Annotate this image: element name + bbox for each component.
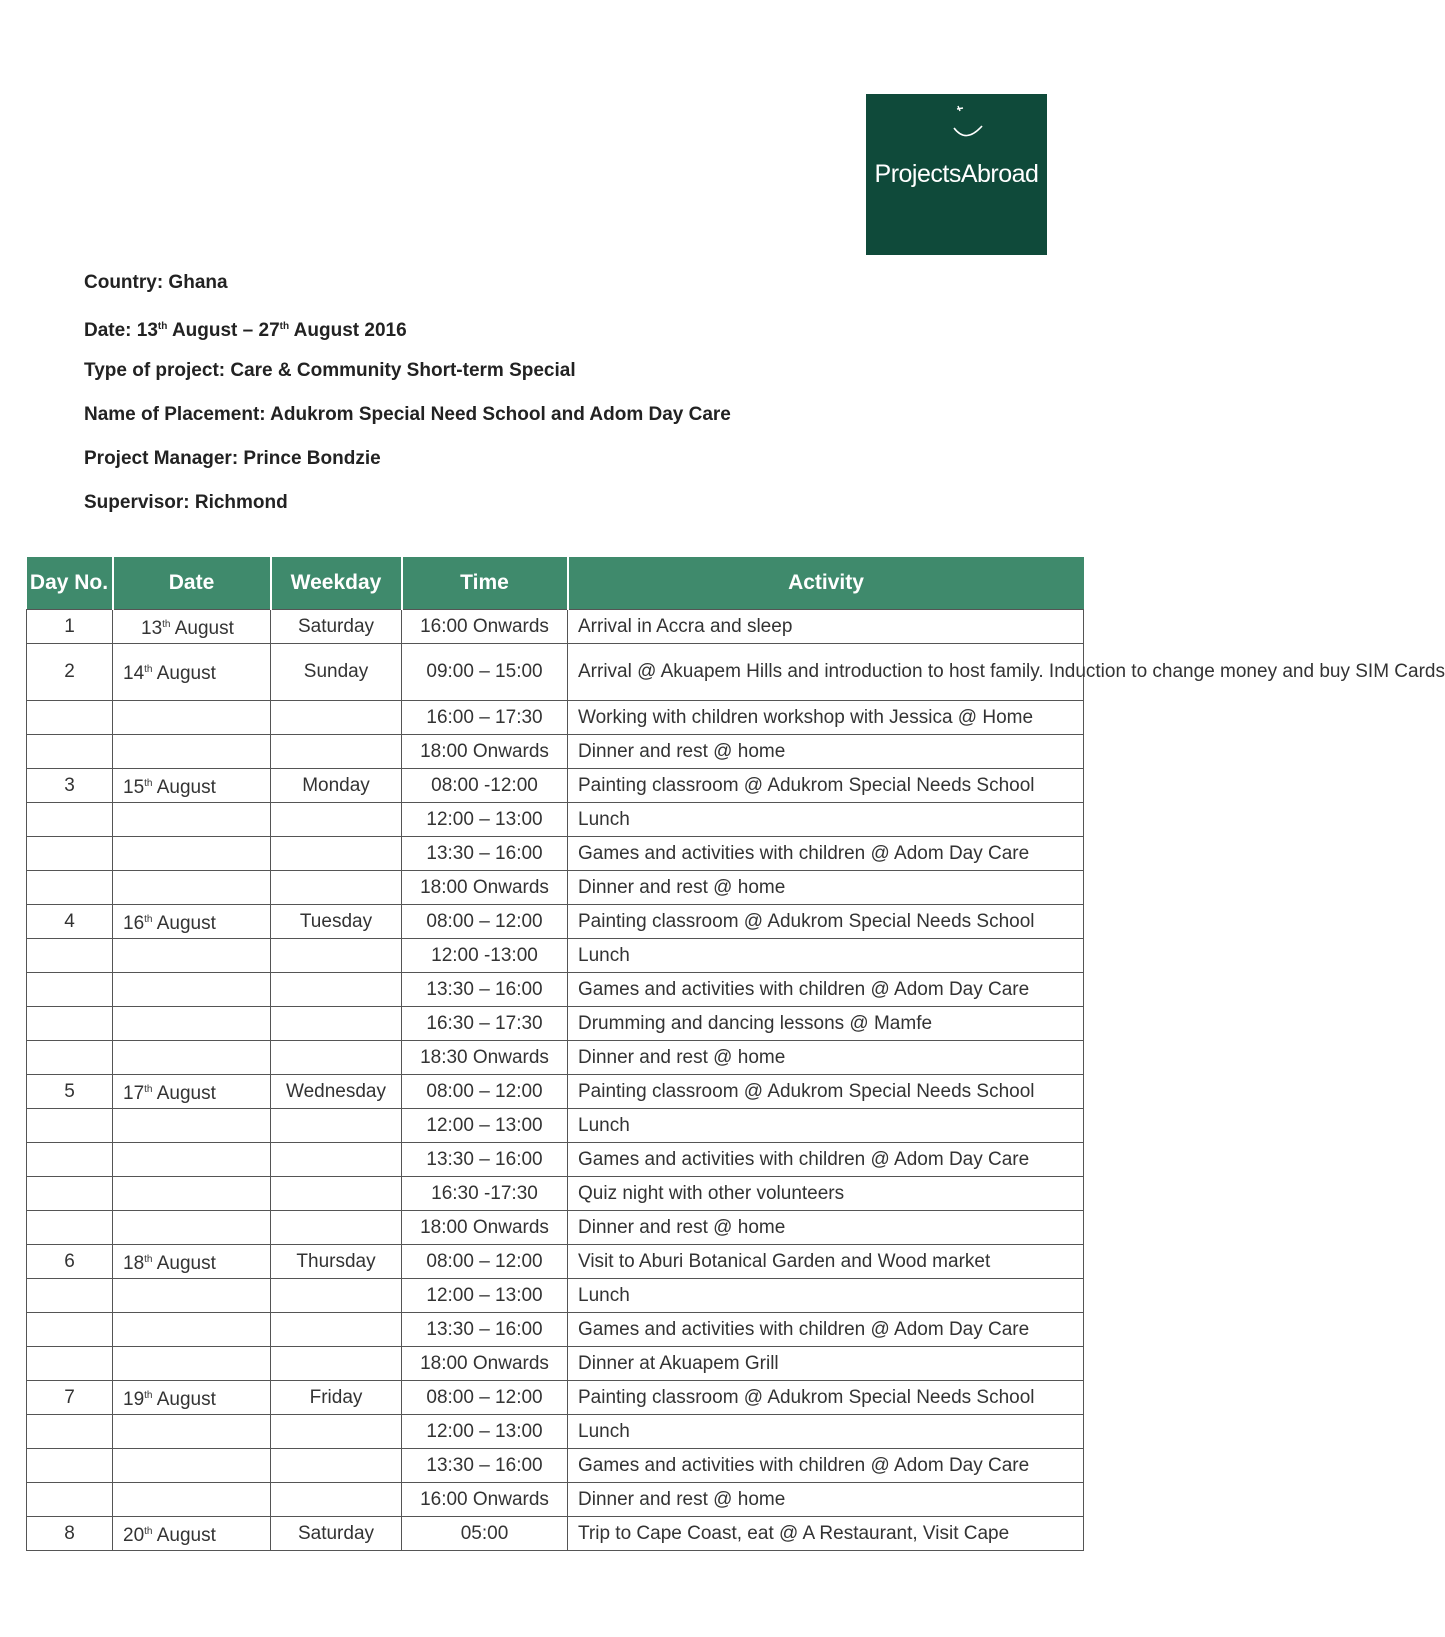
- cell-weekday: [271, 1143, 402, 1177]
- cell-weekday: [271, 871, 402, 905]
- country-line: Country: Ghana: [84, 272, 228, 293]
- cell-weekday: [271, 1177, 402, 1211]
- cell-day-no: [27, 701, 113, 735]
- cell-activity: Painting classroom @ Adukrom Special Needs School: [568, 1381, 1084, 1415]
- schedule-table: [26, 557, 1445, 1551]
- table-row: [27, 701, 1084, 735]
- cell-activity: Dinner and rest @ home: [568, 1211, 1084, 1245]
- table-header-row: [27, 557, 1084, 610]
- cell-date: [113, 939, 271, 973]
- cell-activity: Arrival in Accra and sleep: [568, 610, 1084, 644]
- cell-activity: Arrival @ Akuapem Hills and introduction to host family. Induction to change money and buy SIM Cards: [568, 644, 1084, 701]
- cell-time: 12:00 – 13:00: [402, 1109, 568, 1143]
- table-row: [27, 735, 1084, 769]
- cell-activity: Games and activities with children @ Adom Day Care: [568, 1449, 1084, 1483]
- table-row: [27, 1483, 1084, 1517]
- table-row: [27, 1517, 1084, 1551]
- cell-date: [113, 1313, 271, 1347]
- cell-time: 18:00 Onwards: [402, 1211, 568, 1245]
- cell-activity: Visit to Aburi Botanical Garden and Wood market: [568, 1245, 1084, 1279]
- cell-time: 16:30 -17:30: [402, 1177, 568, 1211]
- table-row: [27, 1075, 1084, 1109]
- cell-date: [113, 1211, 271, 1245]
- cell-time: 08:00 -12:00: [402, 769, 568, 803]
- cell-activity: Games and activities with children @ Adom Day Care: [568, 973, 1084, 1007]
- cell-time: 13:30 – 16:00: [402, 1449, 568, 1483]
- cell-date: [113, 1041, 271, 1075]
- cell-activity: Games and activities with children @ Adom Day Care: [568, 1313, 1084, 1347]
- cell-date: 13th August: [113, 610, 271, 644]
- cell-weekday: [271, 735, 402, 769]
- cell-date: [113, 1109, 271, 1143]
- header-date: Date: [113, 557, 271, 610]
- cell-time: 16:00 Onwards: [402, 1483, 568, 1517]
- cell-activity: Lunch: [568, 1415, 1084, 1449]
- table-row: [27, 644, 1084, 701]
- cell-day-no: [27, 871, 113, 905]
- header-activity: Activity: [568, 557, 1084, 610]
- cell-day-no: 4: [27, 905, 113, 939]
- airplane-swoosh-icon: [944, 102, 1004, 138]
- cell-weekday: Thursday: [271, 1245, 402, 1279]
- cell-day-no: 5: [27, 1075, 113, 1109]
- cell-day-no: 2: [27, 644, 113, 701]
- table-row: [27, 1177, 1084, 1211]
- cell-date: [113, 871, 271, 905]
- cell-activity: Dinner and rest @ home: [568, 735, 1084, 769]
- cell-date: [113, 1347, 271, 1381]
- cell-activity: Lunch: [568, 803, 1084, 837]
- cell-weekday: Tuesday: [271, 905, 402, 939]
- cell-activity: Lunch: [568, 939, 1084, 973]
- table-row: [27, 1041, 1084, 1075]
- table-row: [27, 939, 1084, 973]
- cell-weekday: [271, 973, 402, 1007]
- cell-time: 12:00 – 13:00: [402, 1415, 568, 1449]
- table-row: [27, 1279, 1084, 1313]
- cell-day-no: [27, 973, 113, 1007]
- cell-time: 16:30 – 17:30: [402, 1007, 568, 1041]
- table-row: [27, 1245, 1084, 1279]
- cell-weekday: Sunday: [271, 644, 402, 701]
- table-row: [27, 1381, 1084, 1415]
- cell-weekday: Friday: [271, 1381, 402, 1415]
- cell-day-no: 1: [27, 610, 113, 644]
- cell-weekday: [271, 1313, 402, 1347]
- cell-date: [113, 837, 271, 871]
- cell-day-no: [27, 837, 113, 871]
- project-info: [84, 272, 731, 536]
- table-row: [27, 1211, 1084, 1245]
- cell-weekday: [271, 1415, 402, 1449]
- date-line: Date: 13th August – 27th August 2016: [84, 320, 407, 341]
- cell-date: 19th August: [113, 1381, 271, 1415]
- cell-activity: Dinner and rest @ home: [568, 1483, 1084, 1517]
- cell-time: 13:30 – 16:00: [402, 1143, 568, 1177]
- cell-day-no: [27, 1143, 113, 1177]
- cell-weekday: [271, 803, 402, 837]
- cell-day-no: [27, 1279, 113, 1313]
- cell-date: [113, 1143, 271, 1177]
- cell-activity: Working with children workshop with Jessica @ Home: [568, 701, 1084, 735]
- cell-time: 13:30 – 16:00: [402, 1313, 568, 1347]
- cell-day-no: [27, 939, 113, 973]
- logo-text: ProjectsAbroad: [874, 160, 1039, 188]
- cell-date: [113, 803, 271, 837]
- cell-day-no: [27, 803, 113, 837]
- cell-time: 18:00 Onwards: [402, 871, 568, 905]
- cell-day-no: [27, 1007, 113, 1041]
- cell-date: 15th August: [113, 769, 271, 803]
- cell-date: [113, 1415, 271, 1449]
- cell-day-no: [27, 1347, 113, 1381]
- cell-activity: Games and activities with children @ Adom Day Care: [568, 837, 1084, 871]
- cell-date: 17th August: [113, 1075, 271, 1109]
- cell-time: 16:00 – 17:30: [402, 701, 568, 735]
- table-row: [27, 1347, 1084, 1381]
- supervisor-line: Supervisor: Richmond: [84, 492, 288, 513]
- cell-day-no: [27, 1041, 113, 1075]
- cell-day-no: [27, 735, 113, 769]
- project-manager-line: Project Manager: Prince Bondzie: [84, 448, 381, 469]
- cell-weekday: [271, 837, 402, 871]
- cell-time: 08:00 – 12:00: [402, 1245, 568, 1279]
- cell-date: 18th August: [113, 1245, 271, 1279]
- cell-time: 18:30 Onwards: [402, 1041, 568, 1075]
- cell-weekday: [271, 1211, 402, 1245]
- project-type-line: Type of project: Care & Community Short-term Special: [84, 360, 576, 381]
- cell-time: 08:00 – 12:00: [402, 1075, 568, 1109]
- cell-activity: Trip to Cape Coast, eat @ A Restaurant, Visit Cape: [568, 1517, 1084, 1551]
- cell-activity: Lunch: [568, 1279, 1084, 1313]
- table-row: [27, 610, 1084, 644]
- cell-date: 20th August: [113, 1517, 271, 1551]
- cell-time: 18:00 Onwards: [402, 1347, 568, 1381]
- cell-weekday: Wednesday: [271, 1075, 402, 1109]
- table-row: [27, 1313, 1084, 1347]
- cell-time: 13:30 – 16:00: [402, 837, 568, 871]
- cell-activity: Painting classroom @ Adukrom Special Needs School: [568, 905, 1084, 939]
- cell-day-no: 3: [27, 769, 113, 803]
- cell-time: 05:00: [402, 1517, 568, 1551]
- table-row: [27, 803, 1084, 837]
- cell-day-no: 6: [27, 1245, 113, 1279]
- cell-day-no: 7: [27, 1381, 113, 1415]
- cell-time: 13:30 – 16:00: [402, 973, 568, 1007]
- cell-date: [113, 1177, 271, 1211]
- cell-weekday: [271, 1449, 402, 1483]
- cell-day-no: 8: [27, 1517, 113, 1551]
- table-row: [27, 905, 1084, 939]
- cell-weekday: Monday: [271, 769, 402, 803]
- cell-day-no: [27, 1211, 113, 1245]
- cell-activity: Dinner and rest @ home: [568, 871, 1084, 905]
- cell-time: 16:00 Onwards: [402, 610, 568, 644]
- cell-date: [113, 1449, 271, 1483]
- cell-date: 16th August: [113, 905, 271, 939]
- table-row: [27, 1415, 1084, 1449]
- cell-weekday: [271, 1041, 402, 1075]
- cell-date: 14th August: [113, 644, 271, 701]
- cell-activity: Painting classroom @ Adukrom Special Needs School: [568, 769, 1084, 803]
- cell-activity: Drumming and dancing lessons @ Mamfe: [568, 1007, 1084, 1041]
- cell-weekday: Saturday: [271, 610, 402, 644]
- cell-day-no: [27, 1415, 113, 1449]
- cell-weekday: [271, 1109, 402, 1143]
- cell-date: [113, 701, 271, 735]
- cell-date: [113, 1007, 271, 1041]
- cell-weekday: [271, 1007, 402, 1041]
- cell-time: 08:00 – 12:00: [402, 1381, 568, 1415]
- cell-weekday: [271, 939, 402, 973]
- cell-date: [113, 735, 271, 769]
- table-row: [27, 1143, 1084, 1177]
- projects-abroad-logo: [866, 94, 1047, 255]
- table-row: [27, 871, 1084, 905]
- cell-activity: Quiz night with other volunteers: [568, 1177, 1084, 1211]
- cell-date: [113, 973, 271, 1007]
- cell-activity: Painting classroom @ Adukrom Special Needs School: [568, 1075, 1084, 1109]
- header-weekday: Weekday: [271, 557, 402, 610]
- table-row: [27, 973, 1084, 1007]
- header-day-no: Day No.: [27, 557, 113, 610]
- cell-date: [113, 1483, 271, 1517]
- table-row: [27, 837, 1084, 871]
- cell-weekday: Saturday: [271, 1517, 402, 1551]
- cell-time: 08:00 – 12:00: [402, 905, 568, 939]
- cell-time: 12:00 – 13:00: [402, 803, 568, 837]
- cell-time: 09:00 – 15:00: [402, 644, 568, 701]
- table-row: [27, 1449, 1084, 1483]
- cell-day-no: [27, 1449, 113, 1483]
- cell-day-no: [27, 1177, 113, 1211]
- table-row: [27, 769, 1084, 803]
- cell-activity: Games and activities with children @ Adom Day Care: [568, 1143, 1084, 1177]
- cell-time: 12:00 – 13:00: [402, 1279, 568, 1313]
- header-time: Time: [402, 557, 568, 610]
- cell-weekday: [271, 1483, 402, 1517]
- cell-weekday: [271, 1347, 402, 1381]
- cell-day-no: [27, 1109, 113, 1143]
- cell-weekday: [271, 701, 402, 735]
- cell-time: 18:00 Onwards: [402, 735, 568, 769]
- cell-activity: Lunch: [568, 1109, 1084, 1143]
- cell-weekday: [271, 1279, 402, 1313]
- cell-date: [113, 1279, 271, 1313]
- cell-activity: Dinner at Akuapem Grill: [568, 1347, 1084, 1381]
- placement-line: Name of Placement: Adukrom Special Need School and Adom Day Care: [84, 404, 731, 425]
- cell-activity: Dinner and rest @ home: [568, 1041, 1084, 1075]
- cell-day-no: [27, 1483, 113, 1517]
- table-row: [27, 1007, 1084, 1041]
- table-row: [27, 1109, 1084, 1143]
- cell-day-no: [27, 1313, 113, 1347]
- cell-time: 12:00 -13:00: [402, 939, 568, 973]
